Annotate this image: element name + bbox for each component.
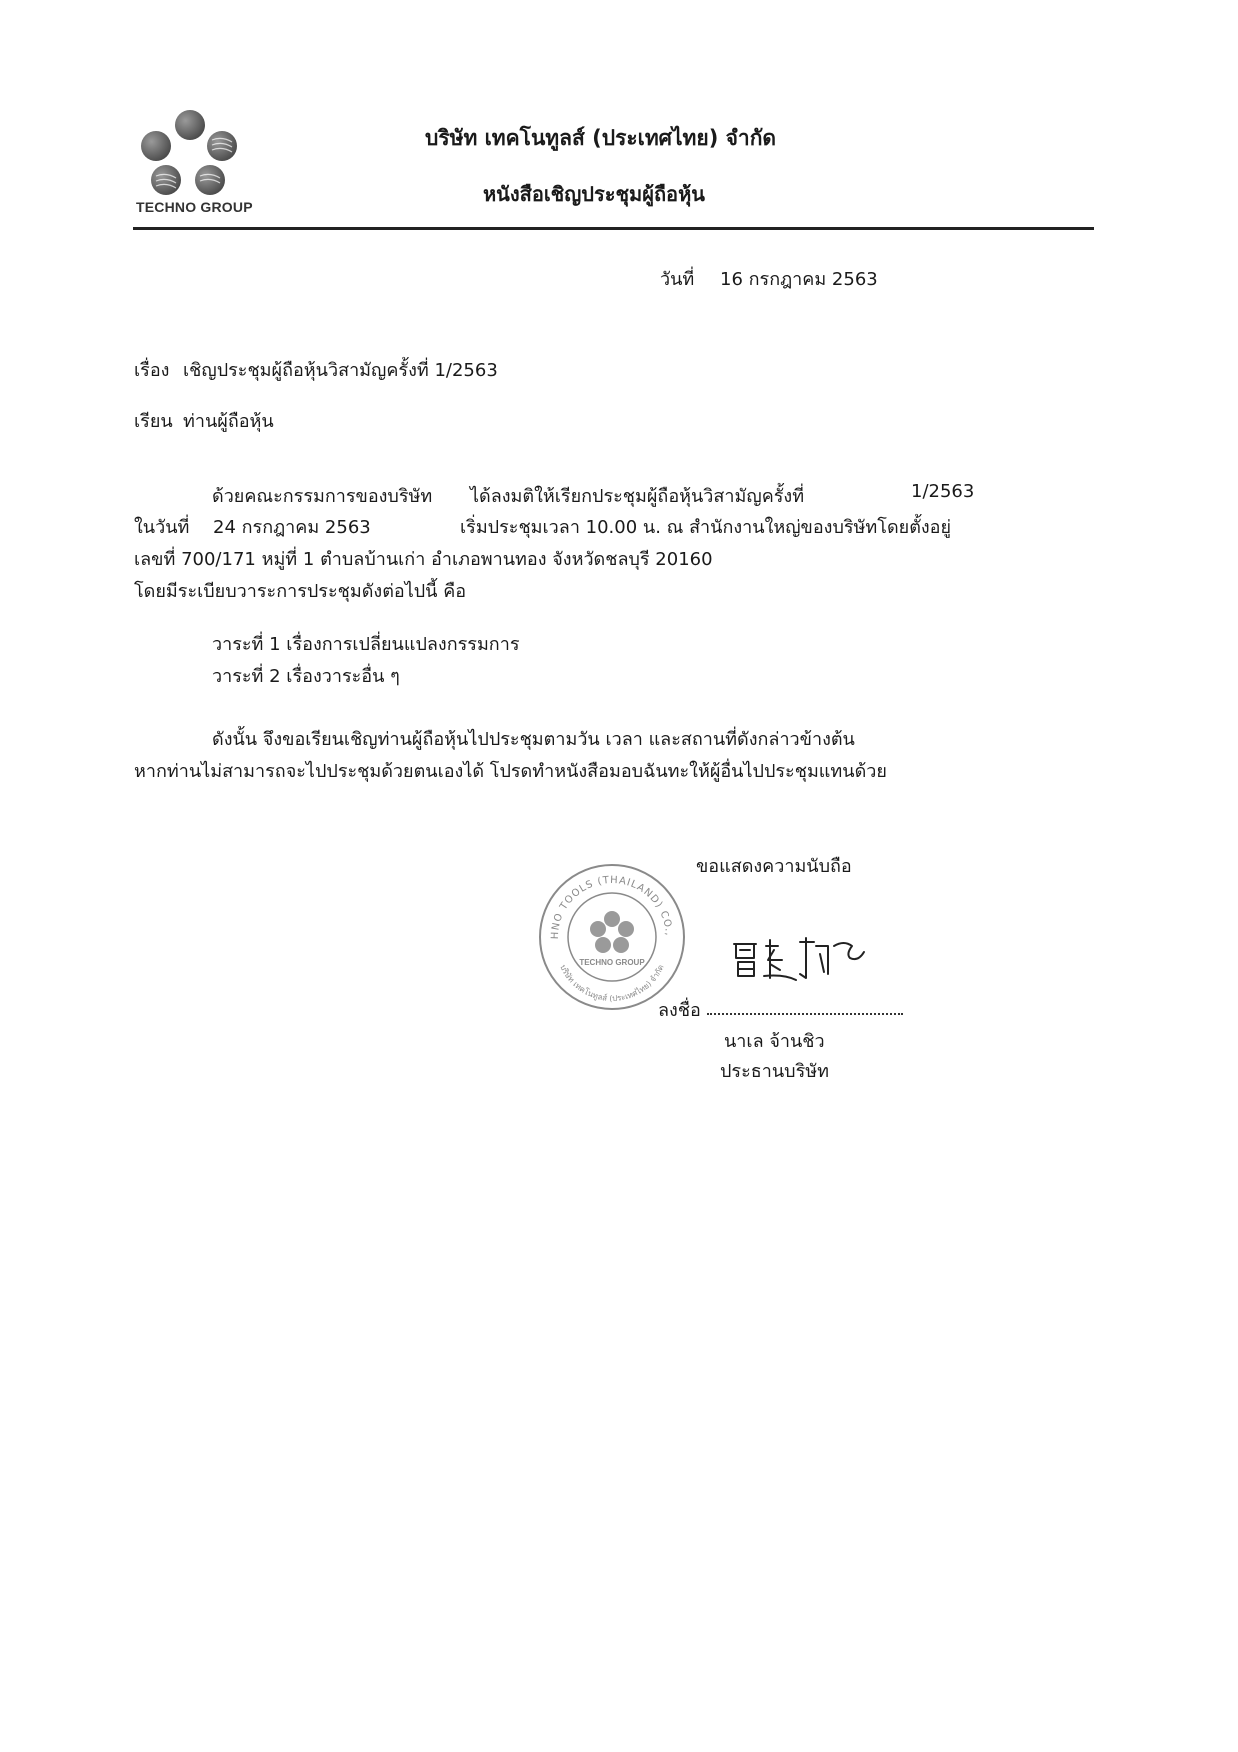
recipient-text: ท่านผู้ถือหุ้น (183, 411, 274, 432)
logo-flower-icon (128, 108, 256, 203)
signer-name: นาเล จ้านชิว (724, 1031, 825, 1052)
company-logo (128, 108, 256, 218)
date-value: 16 กรกฎาคม 2563 (720, 269, 878, 290)
subject-text: เชิญประชุมผู้ถือหุ้นวิสามัญครั้งที่ 1/2563 (183, 360, 498, 381)
seal-text-bottom: บริษัท เทคโนทูลส์ (ประเทศไทย) จำกัด (558, 963, 666, 1004)
body-line2-part3: เริ่มประชุมเวลา 10.00 น. ณ สำนักงานใหญ่ของบริษัทโดยตั้งอยู่ (460, 517, 952, 538)
date-label: วันที่ (660, 269, 695, 290)
body-line3: เลขที่ 700/171 หมู่ที่ 1 ตำบลบ้านเก่า อำเภอพานทอง จังหวัดชลบุรี 20160 (134, 549, 713, 570)
company-name: บริษัท เทคโนทูลส์ (ประเทศไทย) จำกัด (425, 126, 777, 150)
signature-line (707, 1013, 903, 1015)
body-line2-part1: ในวันที่ (134, 517, 190, 538)
header-divider (133, 227, 1094, 230)
body-line2-part2: 24 กรกฎาคม 2563 (213, 517, 371, 538)
company-seal-stamp (536, 861, 688, 1013)
logo-text: TECHNO GROUP (136, 199, 253, 215)
seal-logo-text: TECHNO GROUP (579, 958, 645, 967)
recipient-label: เรียน (134, 411, 173, 432)
document-title: หนังสือเชิญประชุมผู้ถือหุ้น (483, 182, 705, 206)
regards-text: ขอแสดงความนับถือ (696, 856, 852, 877)
handwritten-signature (730, 930, 880, 986)
body-line1-part1: ด้วยคณะกรรมการของบริษัท (212, 486, 433, 507)
body-line1-part3: 1/2563 (911, 481, 975, 502)
body-line4: โดยมีระเบียบวาระการประชุมดังต่อไปนี้ คือ (134, 581, 467, 602)
subject-label: เรื่อง (134, 360, 170, 381)
signer-title: ประธานบริษัท (720, 1061, 829, 1082)
sign-label: ลงชื่อ (658, 1000, 701, 1021)
closing-line1: ดังนั้น จึงขอเรียนเชิญท่านผู้ถือหุ้นไปประชุมตามวัน เวลา และสถานที่ดังกล่าวข้างต้น (212, 729, 855, 750)
seal-text-top: HNO TOOLS (THAILAND) CO., (549, 874, 675, 940)
closing-line2: หากท่านไม่สามารถจะไปประชุมด้วยตนเองได้ โปรดทำหนังสือมอบฉันทะให้ผู้อื่นไปประชุมแทนด้วย (134, 761, 887, 782)
svg-text:บริษัท เทคโนทูลส์ (ประเทศไทย) (558, 963, 665, 1003)
seal-icon (536, 861, 688, 1013)
agenda-item-1: วาระที่ 1 เรื่องการเปลี่ยนแปลงกรรมการ (212, 634, 520, 655)
agenda-item-2: วาระที่ 2 เรื่องวาระอื่น ๆ (212, 666, 400, 687)
body-line1-part2: ได้ลงมติให้เรียกประชุมผู้ถือหุ้นวิสามัญครั้งที่ (470, 486, 805, 507)
